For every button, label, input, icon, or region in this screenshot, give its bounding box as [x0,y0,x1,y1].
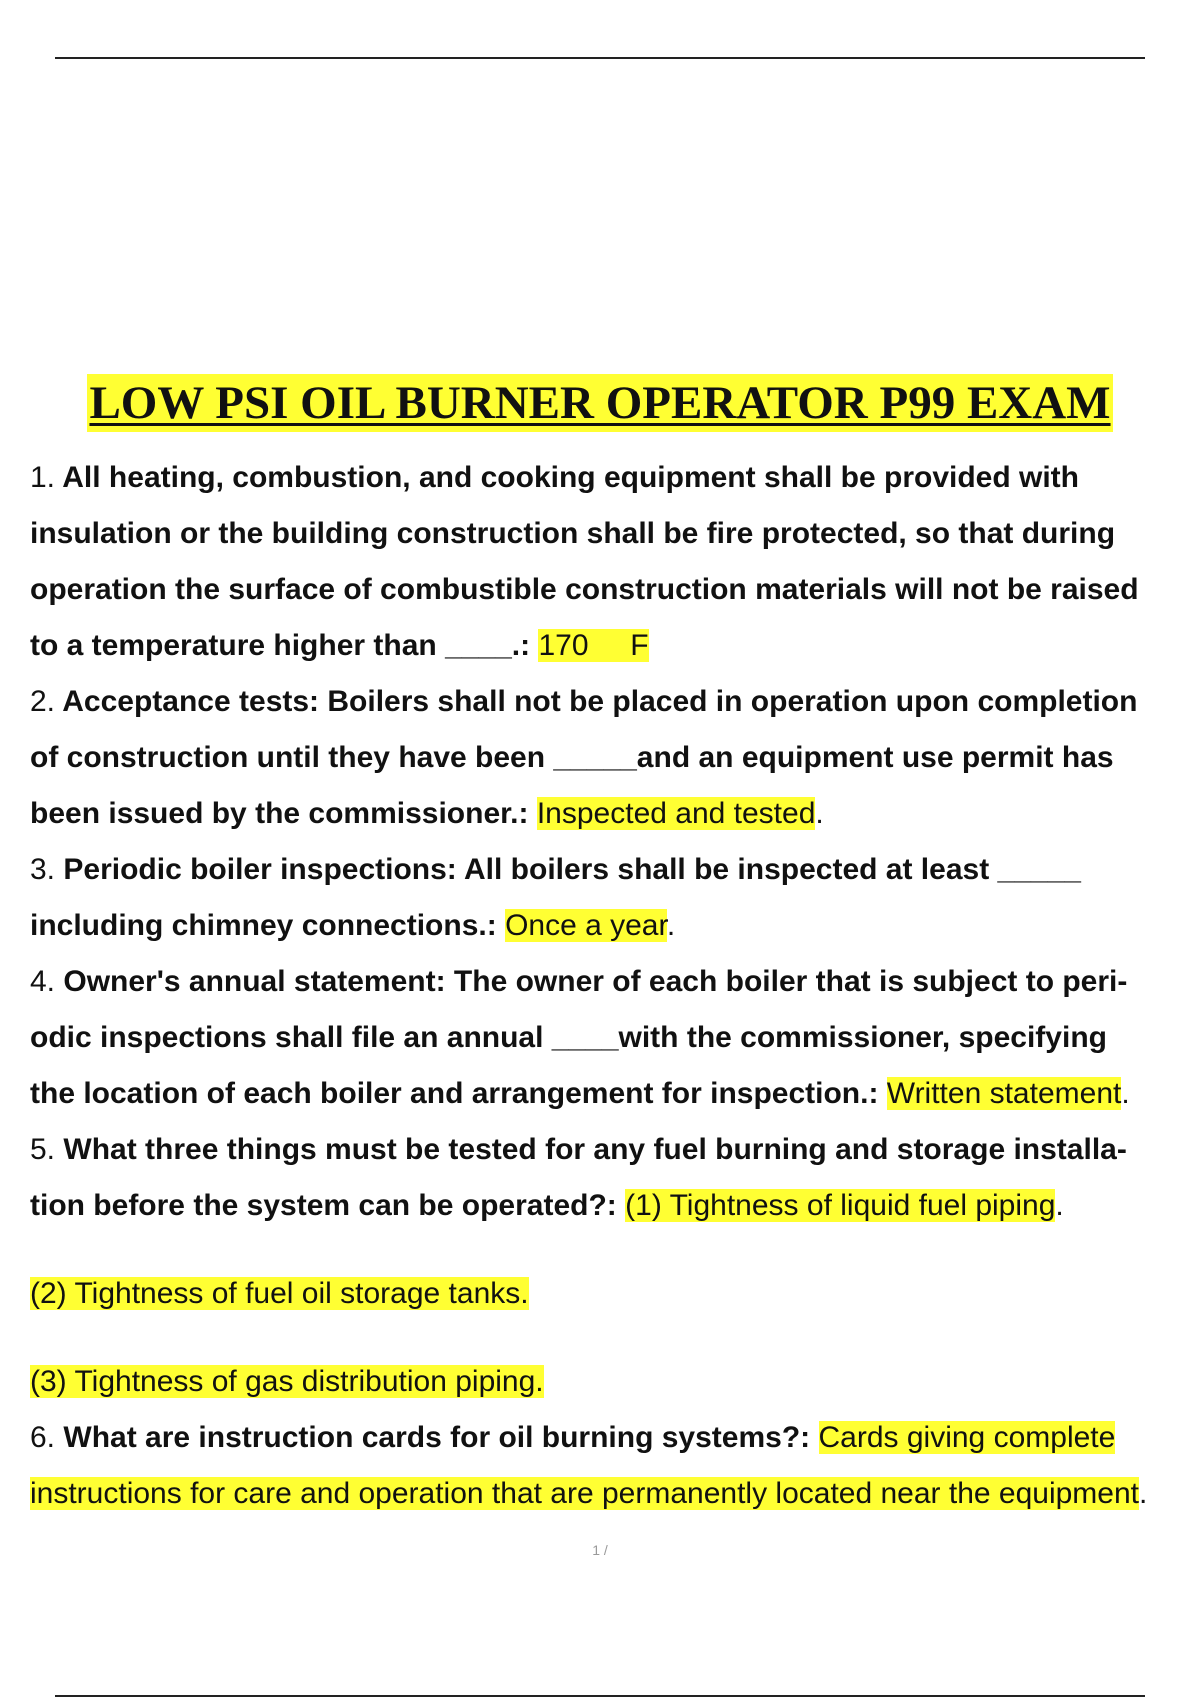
question-text: insulation or the building construction shall be fire protected, so that during [30,517,1116,550]
question-4-line-2 [30,1010,1200,1066]
question-2-line-3 [30,786,1200,842]
title-container [0,374,1200,432]
question-text: to a temperature higher than ____.: [30,629,531,662]
question-text: odic inspections shall file an annual ____with the commissioner, specifying [30,1021,1107,1054]
question-text: the location of each boiler and arrangement for inspection.: [30,1077,879,1110]
question-1-line-4 [30,618,1200,674]
answer-highlight: 170 F [538,629,649,662]
question-text: including chimney connections.: [30,909,497,942]
question-text: What are instruction cards for oil burning systems?: [63,1421,811,1454]
answer-highlight: instructions for care and operation that are permanently located near the equipment [30,1477,1140,1510]
question-1-line-3 [30,562,1200,618]
question-text: Owner's annual statement: The owner of each boiler that is subject to peri- [63,965,1128,998]
top-rule [55,57,1145,59]
question-5-line-1 [30,1122,1200,1178]
period: . [815,797,824,830]
question-text: What three things must be tested for any fuel burning and storage installa- [63,1133,1127,1166]
answer-highlight: Cards giving complete [818,1421,1116,1454]
answer-highlight: Once a year [505,909,667,942]
question-number: 4. [30,965,56,998]
question-text: tion before the system can be operated?: [30,1189,617,1222]
period: . [1139,1477,1148,1510]
question-6-line-1 [30,1410,1200,1466]
question-number: 5. [30,1133,56,1166]
period: . [1121,1077,1130,1110]
period: . [666,909,676,942]
answer-highlight: Inspected and tested [536,797,816,830]
question-4-line-3 [30,1066,1200,1122]
question-2-line-2 [30,730,1200,786]
question-number: 6. [30,1421,56,1454]
bottom-rule [55,1695,1145,1697]
question-1-line-1 [30,450,1200,506]
question-number: 2. [30,685,56,718]
question-text: All heating, combustion, and cooking equipment shall be provided with [62,461,1079,494]
answer-highlight: (1) Tightness of liquid fuel piping [625,1189,1056,1222]
answer-highlight: (2) Tightness of fuel oil storage tanks. [30,1277,529,1310]
answer-highlight: (3) Tightness of gas distribution piping. [30,1365,544,1398]
question-6-line-2 [30,1466,1200,1522]
question-1-line-2 [30,506,1200,562]
question-text: of construction until they have been _____and an equipment use permit has [30,741,1114,774]
question-3-line-2 [30,898,1200,954]
question-5-line-2 [30,1178,1200,1234]
question-text: Periodic boiler inspections: All boilers shall be inspected at least _____ [63,853,1081,886]
period: . [1055,1189,1064,1222]
exam-content [30,450,1200,1522]
question-number: 1. [30,461,56,494]
question-text: been issued by the commissioner.: [30,797,529,830]
question-text: Acceptance tests: Boilers shall not be placed in operation upon completion [62,685,1138,718]
question-2-line-1 [30,674,1200,730]
document-title: LOW PSI OIL BURNER OPERATOR P99 EXAM [87,374,1112,432]
page-number: 1 / [592,1542,608,1558]
question-number: 3. [30,853,56,886]
question-3-line-1 [30,842,1200,898]
question-5-answer-2 [30,1266,1200,1322]
question-5-answer-3 [30,1354,1200,1410]
question-4-line-1 [30,954,1200,1010]
answer-highlight: Written statement [886,1077,1122,1110]
question-text: operation the surface of combustible construction materials will not be raised [30,573,1139,606]
